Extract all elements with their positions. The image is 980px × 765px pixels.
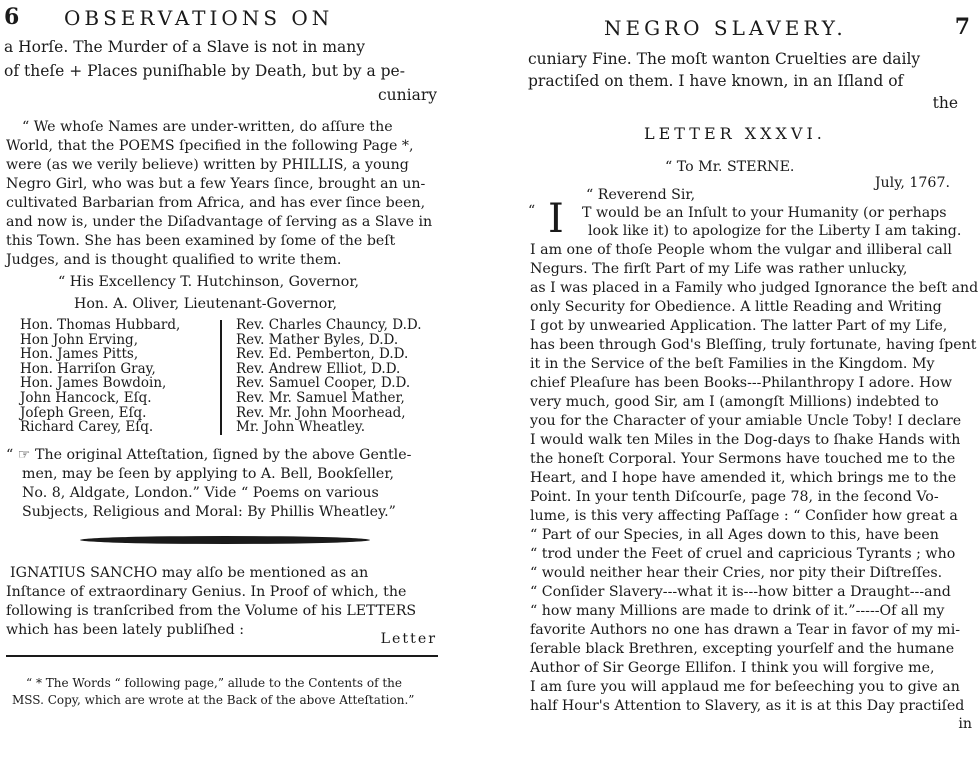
text-line: T would be an Inſult to your Humanity (or perhaps <box>582 205 947 221</box>
text-line: and now is, under the Diſadvantage of ſerving as a Slave in <box>6 214 433 230</box>
text-line: “ how many Millions are made to drink of it.”-----Of all my <box>530 603 945 619</box>
footnote-line: “ * The Words “ following page,” allude to the Contents of the <box>26 676 402 690</box>
text-line: half Hour's Attention to Slavery, as it is at this Day practiſed <box>530 698 965 714</box>
open-quote-mark: “ <box>528 203 536 219</box>
signer-name: Rev. Mr. Samuel Mather, <box>236 389 405 406</box>
text-line: chief Pleaſure has been Books---Philanthropy I adore. How <box>530 375 953 391</box>
letter-date: July, 1767. <box>874 175 950 191</box>
right-page-number: 7 <box>954 14 970 40</box>
text-line: has been through God's Bleſſing, truly fortunate, having ſpent <box>530 337 977 353</box>
catchword: Letter <box>380 631 437 647</box>
text-line: very much, good Sir, am I (amongſt Millions) indebted to <box>530 394 939 410</box>
letter-salutation: “ Reverend Sir, <box>586 187 696 203</box>
signer-name: Rev. Charles Chauncy, D.D. <box>236 317 422 333</box>
text-line: Author of Sir George Ellifon. I think you will forgive me, <box>530 660 935 676</box>
signer-name: Rev. Andrew Elliot, D.D. <box>236 360 401 377</box>
signer-name: Rev. Samuel Cooper, D.D. <box>236 375 411 392</box>
text-line: “ trod under the Feet of cruel and capricious Tyrants ; who <box>530 546 956 562</box>
text-line: Negurs. The firſt Part of my Life was rather unlucky, <box>530 261 908 277</box>
signer-name: Rev. Mather Byles, D.D. <box>236 331 399 348</box>
text-line: following is tranſcribed from the Volume of his LETTERS <box>6 603 417 619</box>
text-line: cultivated Barbarian from Africa, and has ever ſince been, <box>6 195 426 211</box>
signer-name: Rev. Ed. Pemberton, D.D. <box>236 346 409 363</box>
left-running-head: OBSERVATIONS ON <box>64 6 334 30</box>
text-line: it in the Service of the beſt Families in the Kingdom. My <box>530 356 935 372</box>
signer-name: Joſeph Green, Eſq. <box>20 404 147 421</box>
text-line: Inſtance of extraordinary Genius. In Proof of which, the <box>6 584 407 600</box>
text-line: which has been lately publiſhed : <box>6 622 245 638</box>
signer-name: Mr. John Wheatley. <box>236 419 366 436</box>
signer-name: Richard Carey, Eſq. <box>20 419 154 436</box>
column-divider <box>220 320 222 435</box>
text-line: I am ſure you will applaud me for beſeeching you to give an <box>530 679 960 695</box>
text-line: the <box>932 94 958 112</box>
ornamental-rule <box>80 536 370 544</box>
governor-line: “ His Excellency T. Hutchinson, Governor, <box>58 274 360 290</box>
text-line: lume, is this very affecting Paſſage : “ Conſider how great a <box>530 508 958 524</box>
signer-name: Rev. Mr. John Moorhead, <box>236 404 406 421</box>
signer-name: Hon John Erving, <box>20 331 138 348</box>
signer-name: Hon. James Pitts, <box>20 346 139 363</box>
text-line: Negro Girl, who was but a few Years ſince, brought an un- <box>6 176 426 192</box>
text-line: cuniary <box>377 86 437 104</box>
lieutenant-governor-line: Hon. A. Oliver, Lieutenant-Governor, <box>74 296 337 312</box>
right-page <box>520 0 980 765</box>
signers-right-column <box>236 318 422 435</box>
text-line: cuniary Fine. The moſt wanton Cruelties are daily <box>528 50 921 68</box>
text-line: Subjects, Religious and Moral: By Phillis Wheatley.” <box>22 504 396 520</box>
footnote-rule <box>6 655 438 657</box>
text-line: a Horſe. The Murder of a Slave is not in many <box>4 38 365 56</box>
text-line: were (as we verily believe) written by PHILLIS, a young <box>6 157 409 173</box>
text-line: of theſe + Places puniſhable by Death, but by a pe- <box>4 62 405 80</box>
signer-name: Hon. Harriſon Gray, <box>20 360 156 377</box>
footnote-line: MSS. Copy, which are wrote at the Back of the above Atteſtation.” <box>12 693 415 707</box>
catchword: in <box>958 716 972 732</box>
text-line: I got by unwearied Application. The latter Part of my Life, <box>530 318 948 334</box>
left-page-number: 6 <box>4 4 20 30</box>
text-line: you for the Character of your amiable Uncle Toby! I declare <box>530 413 962 429</box>
text-line: “ We whoſe Names are under-written, do aſſure the <box>22 119 393 135</box>
signer-name: Hon. Thomas Hubbard, <box>20 317 181 333</box>
text-line: Heart, and I hope have amended it, which brings me to the <box>530 470 957 486</box>
text-line: men, may be ſeen by applying to A. Bell, Bookſeller, <box>22 466 395 482</box>
text-line: “ ☞ The original Atteſtation, ſigned by the above Gentle- <box>6 447 412 463</box>
text-line: as I was placed in a Family who judged Ignorance the beſt and <box>530 280 979 296</box>
drop-cap: I <box>548 196 564 242</box>
text-line: World, that the POEMS ſpecified in the following Page *, <box>6 138 414 154</box>
text-line: this Town. She has been examined by ſome of the beſt <box>6 233 396 249</box>
text-line: the honeſt Corporal. Your Sermons have touched me to the <box>530 451 956 467</box>
text-line: I would walk ten Miles in the Dog-days to ſhake Hands with <box>530 432 961 448</box>
right-running-head: NEGRO SLAVERY. <box>604 16 847 40</box>
text-line: “ Part of our Species, in all Ages down to this, have been <box>530 527 939 543</box>
text-line: “ Conſider Slavery---what it is---how bitter a Draught---and <box>530 584 951 600</box>
text-line: I am one of thoſe People whom the vulgar and illiberal call <box>530 242 952 258</box>
letter-recipient: “ To Mr. STERNE. <box>665 159 795 175</box>
text-line: Judges, and is thought qualified to write them. <box>6 252 342 268</box>
left-page <box>0 0 445 765</box>
letter-heading: LETTER XXXVI. <box>644 124 826 143</box>
text-line: favorite Authors no one has drawn a Tear in favor of my mi- <box>530 622 961 638</box>
text-line: look like it) to apologize for the Liberty I am taking. <box>588 223 962 239</box>
signer-name: Hon. James Bowdoin, <box>20 375 167 392</box>
text-line: IGNATIUS SANCHO may alſo be mentioned as an <box>10 565 369 581</box>
text-line: Point. In your tenth Diſcourſe, page 78, in the ſecond Vo- <box>530 489 939 505</box>
signers-left-column <box>20 318 180 435</box>
text-line: No. 8, Aldgate, London.” Vide “ Poems on various <box>22 485 379 501</box>
text-line: practiſed on them. I have known, in an Iſland of <box>528 72 904 90</box>
text-line: ſerable black Brethren, excepting yourſelf and the humane <box>530 641 955 657</box>
text-line: only Security for Obedience. A little Reading and Writing <box>530 299 942 315</box>
text-line: “ would neither hear their Cries, nor pity their Diſtreſſes. <box>530 565 943 581</box>
signer-name: John Hancock, Eſq. <box>20 389 152 406</box>
